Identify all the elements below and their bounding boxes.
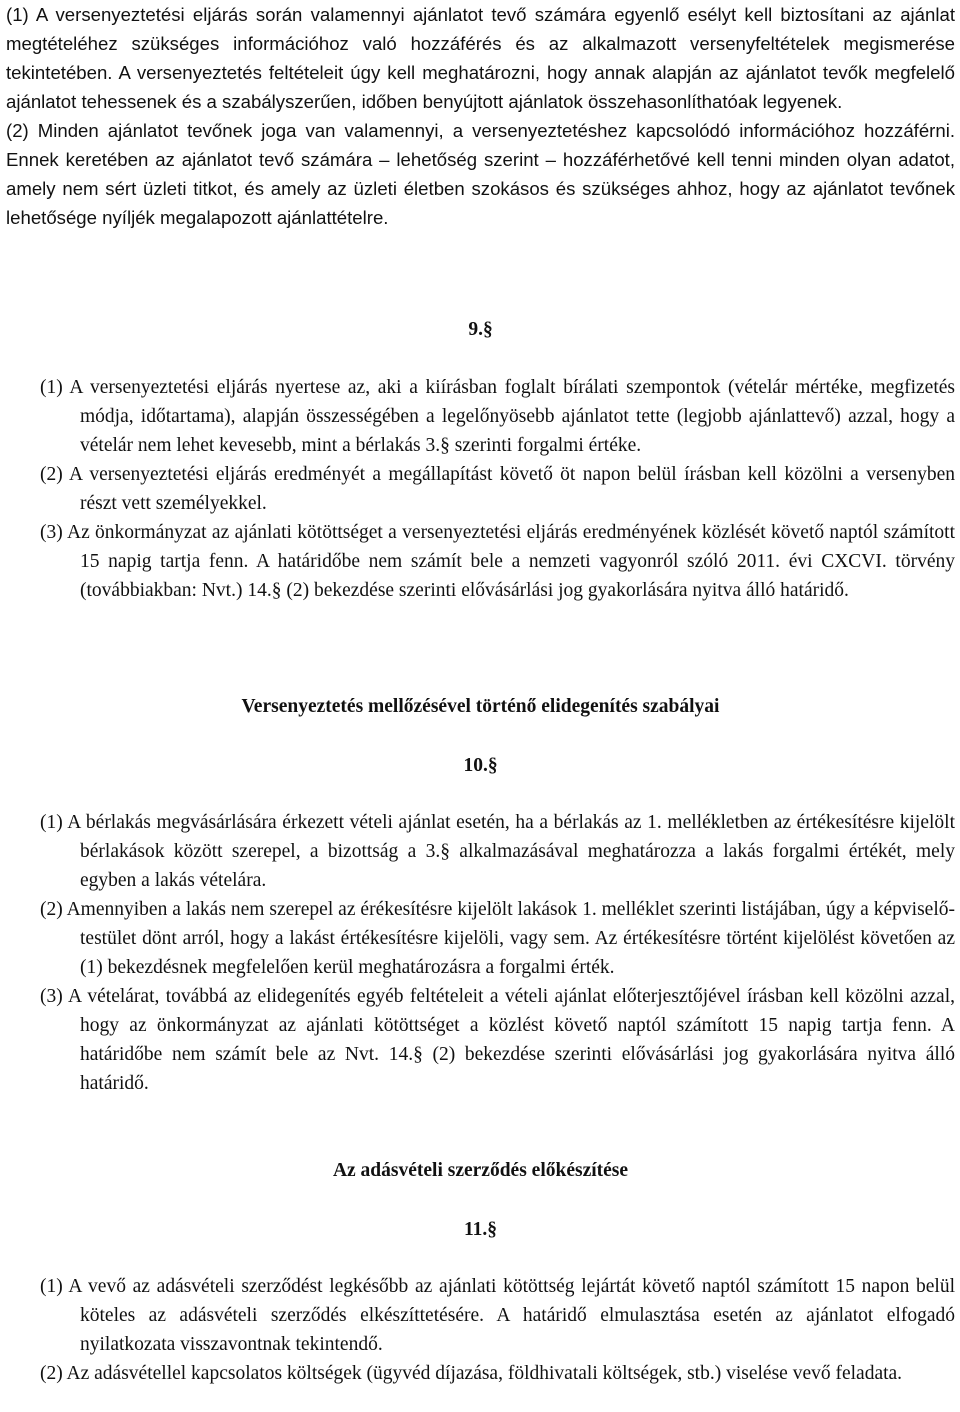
heading-2-block (6, 1156, 955, 1185)
section-8-paragraph-2: (2) Minden ajánlatot tevőnek joga van valamennyi, a versenyeztetéshez kapcsolódó információhoz hozzáférni. Ennek keretében az ajánlatot tevő számára – lehetőség szerint – hozzáférhetővé kell tenni minden olyan adatot, amely nem sért üzleti titkot, és amely az üzleti életben szokásos és szükséges ahhoz, hogy az ajánlatot tevőnek lehetősége nyíljék megalapozott ajánlattételre. (6, 120, 955, 228)
section-9-paragraph-1: (1) A versenyeztetési eljárás nyertese az, aki a kiírásban foglalt bírálati szempontok (vételár mértéke, megfizetés módja, időtartama), alapján összességében a legelőnyösebb ajánlatot tette (legjobb ajánlattevő) azzal, hogy a vételár nem lehet kevesebb, mint a bérlakás 3.§ szerinti forgalmi értéke. (40, 377, 955, 456)
section-10-paragraph-2: (2) Amennyiben a lakás nem szerepel az érékesítésre kijelölt lakások 1. melléklet szerinti listájában, úgy a képviselő-testület dönt arról, hogy a lakást értékesítésre kijelöli, vagy sem. Az értékesítésre történt kijelölést követően az (1) bekezdésnek megfelelően kerül meghatározásra a forgalmi érték. (40, 899, 955, 978)
section-11-number: 11.§ (463, 1219, 498, 1240)
section-9-body (40, 373, 955, 605)
section-11-number-block (6, 1215, 955, 1244)
section-8-continuation (6, 0, 955, 232)
section-8-paragraph-1: (1) A versenyeztetési eljárás során valamennyi ajánlatot tevő számára egyenlő esélyt kell biztosítani az ajánlat megtételéhez szükséges információhoz való hozzáférés és az alkalmazott versenyfeltételek megismerése tekintetében. A versenyeztetés feltételeit úgy kell meghatározni, hogy annak alapján az ajánlatot tevők megfelelő ajánlatot tehessenek és a szabályszerűen, időben benyújtott ajánlatok összehasonlíthatóak legyenek. (6, 4, 955, 112)
section-9-paragraph-2: (2) A versenyeztetési eljárás eredményét a megállapítást követő öt napon belül írásban kell közölni a versenyben részt vett személyekkel. (40, 464, 955, 514)
section-10-paragraph-1: (1) A bérlakás megvásárlására érkezett vételi ajánlat esetén, ha a bérlakás az 1. mellékletben az értékesítésre kijelölt bérlakások között szerepel, a bizottság a 3.§ alkalmazásával meghatározza a lakás forgalmi értékét, mely egyben a lakás vételára. (40, 812, 955, 891)
section-9-paragraph-3: (3) Az önkormányzat az ajánlati kötöttséget a versenyeztetési eljárás eredményének közlését követő naptól számított 15 napig tartja fenn. A határidőbe nem számít bele a nemzeti vagyonról szóló 2011. évi CXCVI. törvény (továbbiakban: Nvt.) 14.§ (2) bekezdése szerinti elővásárlási jog gyakorlására nyitva álló határidő. (40, 522, 955, 601)
section-9-number-block (6, 315, 955, 344)
section-9-number: 9.§ (468, 319, 493, 340)
section-10-number-block (6, 751, 955, 780)
section-10-body (40, 808, 955, 1098)
section-11-paragraph-2: (2) Az adásvétellel kapcsolatos költségek (ügyvéd díjazása, földhivatali költségek, stb.) viselése vevő feladata. (40, 1363, 903, 1384)
section-11-paragraph-1: (1) A vevő az adásvételi szerződést legkésőbb az ajánlati kötöttség lejártát követő naptól számított 15 napon belül köteles az adásvételi szerződés elkészíttetésére. A határidő elmulasztása esetén az ajánlatot elfogadó nyilatkozata visszavontnak tekintendő. (40, 1276, 955, 1355)
section-11-body (40, 1272, 955, 1388)
section-10-paragraph-3: (3) A vételárat, továbbá az elidegenítés egyéb feltételeit a vételi ajánlat előterjesztőjével írásban kell közölni azzal, hogy az önkormányzat az ajánlati kötöttséget a közlést követő naptól számított 15 napig tartja fenn. A határidőbe nem számít bele az Nvt. 14.§ (2) bekezdése szerinti elővásárlási jog gyakorlására nyitva álló határidő. (40, 986, 955, 1094)
heading-1-block (6, 692, 955, 721)
heading-contract-preparation: Az adásvételi szerződés előkészítése (332, 1160, 629, 1181)
section-10-number: 10.§ (463, 755, 498, 776)
heading-non-competitive-sale: Versenyeztetés mellőzésével történő elidegenítés szabályai (241, 696, 720, 717)
